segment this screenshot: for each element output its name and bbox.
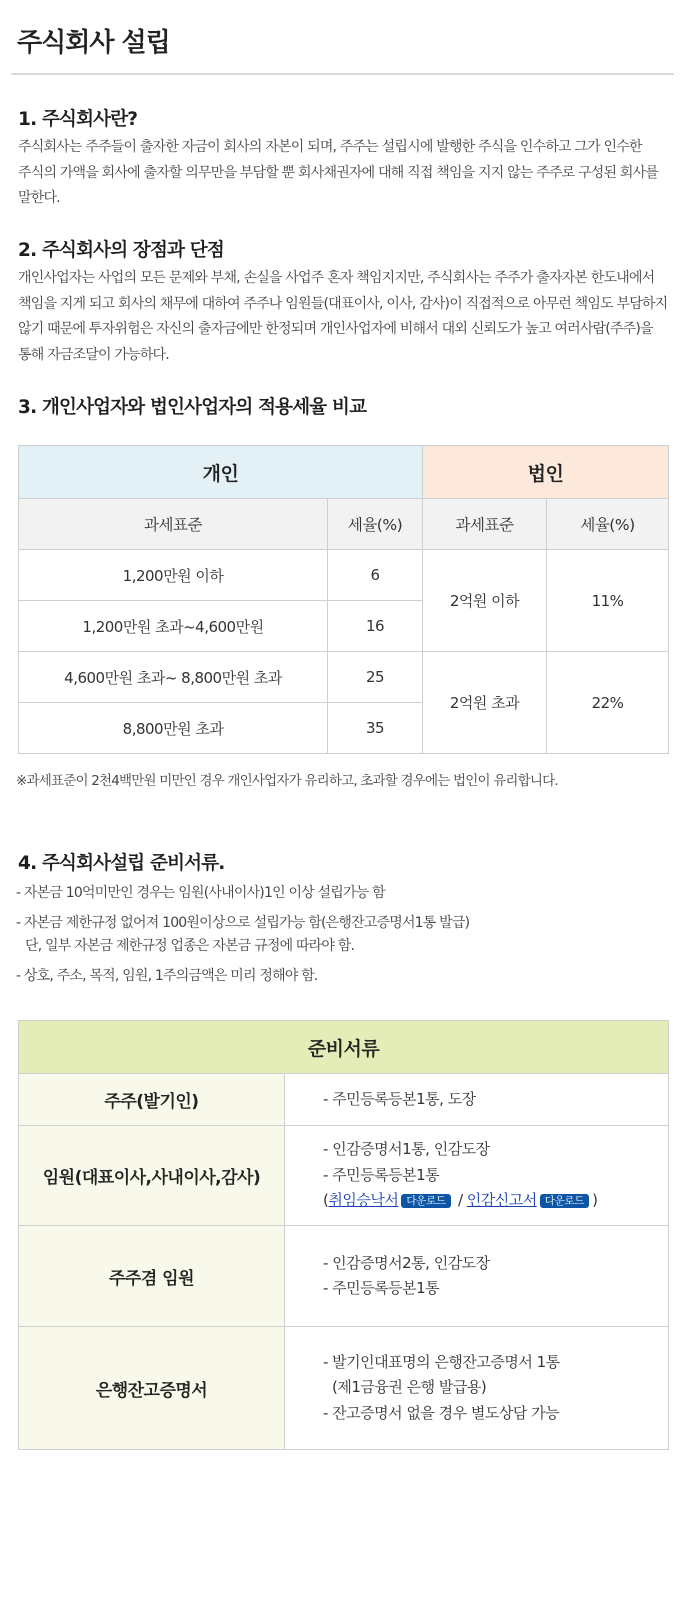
paren-close: ) [592,1191,598,1210]
documents-table [18,1020,669,1450]
separator: / [453,1191,467,1210]
corporate-header: 법인 [423,446,669,499]
seal-report-link[interactable]: 인감신고서 [466,1191,537,1210]
section2-body [18,266,686,368]
page-title: 주식회사 설립 [17,28,170,58]
requirement-item: - 자본금 제한규정 없어져 100원이상으로 설립가능 함(은행잔고증명서1통 발급) [16,915,470,931]
download-button[interactable]: 다운로드 [540,1194,589,1208]
acceptance-form-link[interactable]: 취임승낙서 [328,1191,399,1210]
category-cell: 임원(대표이사,사내이사,감사) [19,1126,285,1226]
individual-base-cell: 4,600만원 초과~ 8,800만원 초과 [19,652,328,703]
detail-line: - 주민등록등본1통 [323,1165,440,1184]
corporate-base-cell: 2억원 초과 [423,652,547,754]
individual-base-cell: 1,200만원 이하 [19,550,328,601]
requirement-item-note: 단, 일부 자본금 제한규정 업종은 자본금 규정에 따라야 함. [25,938,355,954]
section1-line: 말한다. [18,190,60,206]
individual-base-cell: 1,200만원 초과~4,600만원 [19,601,328,652]
corporate-rate-cell: 22% [547,652,669,754]
tax-note: ※과세표준이 2천4백만원 미만인 경우 개인사업자가 유리하고, 초과할 경우에는 법인이 유리합니다. [16,773,558,789]
detail-line: - 인감증명서1통, 인감도장 [323,1140,490,1159]
download-button[interactable]: 다운로드 [401,1194,450,1208]
table-row [19,1074,669,1126]
category-cell: 주주겸 임원 [19,1226,285,1327]
individual-rate-cell: 16 [328,601,423,652]
section2-line: 개인사업자는 사업의 모든 문제와 부채, 손실을 사업주 혼자 책임지지만, 주식회사는 주주가 출자자본 한도내에서 [18,270,655,286]
corporate-base-cell: 2억원 이하 [423,550,547,652]
detail-line: (제1금융권 은행 발급용) [332,1378,487,1397]
requirement-item: - 자본금 10억미만인 경우는 임원(사내이사)1인 이상 설립가능 함 [16,885,385,901]
col-header-rate: 세율(%) [328,499,423,550]
section1-line: 주식회사는 주주들이 출자한 자금이 회사의 자본이 되며, 주주는 설립시에 발행한 주식을 인수하고 그가 인수한 [18,139,642,155]
individual-rate-cell: 35 [328,703,423,754]
details-cell [285,1226,669,1327]
documents-header: 준비서류 [19,1021,669,1074]
table-row [19,652,669,703]
table-row [19,550,669,601]
section1-body [18,135,686,212]
detail-line: - 잔고증명서 없을 경우 별도상담 가능 [323,1403,560,1422]
detail-line: - 주민등록등본1통 [323,1279,440,1297]
section2-line: 않기 때문에 투자위험은 자신의 출자금에만 한정되며 개인사업자에 비해서 대외 신뢰도가 높고 여러사람(주주)을 [18,321,653,337]
details-cell [285,1074,669,1126]
section3-title: 3. 개인사업자와 법인사업자의 적용세율 비교 [18,397,367,418]
section4-title: 4. 주식회사설립 준비서류. [18,853,225,874]
detail-line: - 주민등록등본1통, 도장 [323,1089,476,1108]
individual-header: 개인 [19,446,423,499]
details-cell [285,1126,669,1226]
individual-rate-cell: 25 [328,652,423,703]
title-divider [11,73,674,75]
individual-rate-cell: 6 [328,550,423,601]
corporate-rate-cell: 11% [547,550,669,652]
col-header-base: 과세표준 [423,499,547,550]
paren-open: ( [323,1191,329,1210]
category-cell: 은행잔고증명서 [19,1327,285,1450]
table-row [19,1126,669,1226]
table-row [19,1226,669,1327]
col-header-rate: 세율(%) [547,499,669,550]
section2-title: 2. 주식회사의 장점과 단점 [18,240,224,261]
detail-line: - 인감증명서2통, 인감도장 [323,1253,490,1272]
section1-title: 1. 주식회사란? [18,109,138,130]
requirement-item: - 상호, 주소, 목적, 임원, 1주의금액은 미리 정해야 함. [16,968,318,984]
section2-line: 책임을 지게 되고 회사의 채무에 대하여 주주나 임원들(대표이사, 이사, 감사)이 직접적으로 아무런 책임도 부담하지 [18,295,668,312]
section1-line: 주식의 가액을 회사에 출자할 의무만을 부담할 뿐 회사채권자에 대해 직접 책임을 지지 않는 주주로 구성된 회사를 [18,164,659,181]
category-cell: 주주(발기인) [19,1074,285,1126]
detail-line: - 발기인대표명의 은행잔고증명서 1통 [323,1352,560,1371]
section2-line: 통해 자금조달이 가능하다. [18,346,169,363]
individual-base-cell: 8,800만원 초과 [19,703,328,754]
tax-rate-table [18,445,669,754]
table-row [19,1327,669,1450]
download-links-line [323,1188,668,1214]
details-cell [285,1327,669,1450]
col-header-base: 과세표준 [19,499,328,550]
